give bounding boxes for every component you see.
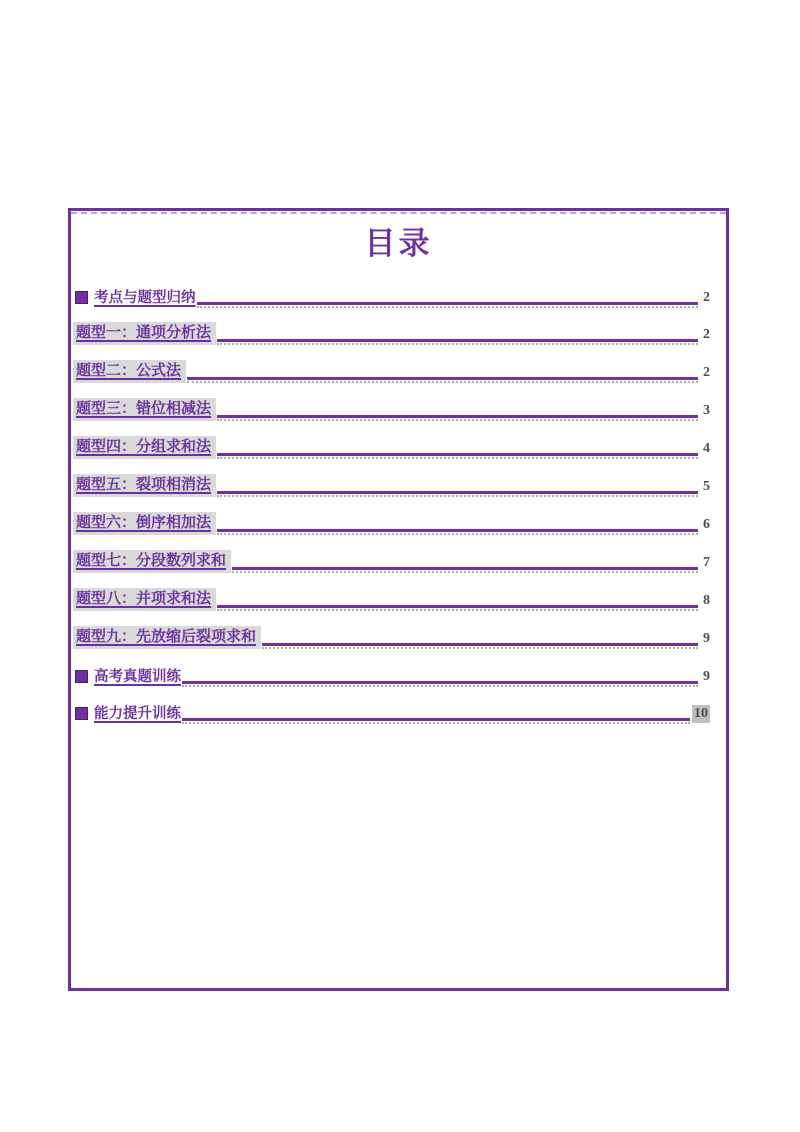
- toc-page-number: 2: [703, 327, 710, 342]
- section-square-bullet-icon: [75, 670, 88, 683]
- toc-entry[interactable]: [73, 321, 710, 345]
- toc-entry-label[interactable]: 题型四：分组求和法: [73, 436, 216, 459]
- toc-leader-line: [187, 367, 698, 383]
- toc-page-number: 8: [703, 593, 710, 608]
- toc-page-number: 2: [703, 290, 710, 305]
- toc-entry[interactable]: [73, 511, 710, 535]
- toc-leader-line: [232, 557, 698, 573]
- toc-entry-label[interactable]: 题型一：通项分析法: [73, 322, 216, 345]
- toc-entry[interactable]: [73, 284, 710, 308]
- toc-entry[interactable]: [73, 663, 710, 687]
- toc-leader-line: [217, 595, 698, 611]
- toc-entry-list: [71, 258, 726, 724]
- toc-entry-label[interactable]: 题型八：并项求和法: [73, 588, 216, 611]
- toc-entry-label[interactable]: 题型五：裂项相消法: [73, 474, 216, 497]
- toc-entry[interactable]: [73, 700, 710, 724]
- page-title: 目录: [364, 226, 433, 261]
- toc-page-number: 10: [694, 706, 708, 721]
- toc-page-number: 7: [703, 555, 710, 570]
- toc-leader-line: [217, 481, 698, 497]
- toc-leader-line: [197, 292, 699, 308]
- toc-leader-line: [217, 329, 698, 345]
- toc-entry-label[interactable]: 题型七：分段数列求和: [73, 550, 231, 573]
- toc-entry-label[interactable]: 题型三：错位相减法: [73, 398, 216, 421]
- section-square-bullet-icon: [75, 291, 88, 304]
- toc-leader-line: [217, 519, 698, 535]
- toc-entry-label[interactable]: 题型九：先放缩后裂项求和: [73, 626, 261, 649]
- toc-entry[interactable]: [73, 625, 710, 649]
- toc-leader-line: [182, 708, 690, 724]
- toc-entry[interactable]: [73, 435, 710, 459]
- section-square-bullet-icon: [75, 707, 88, 720]
- toc-entry[interactable]: [73, 359, 710, 383]
- toc-leader-line: [217, 443, 698, 459]
- toc-leader-line: [182, 671, 698, 687]
- toc-entry-label[interactable]: 题型二：公式法: [73, 360, 186, 383]
- toc-entry[interactable]: [73, 473, 710, 497]
- toc-entry-label[interactable]: 考点与题型归纳: [94, 290, 196, 306]
- toc-page-number: 9: [703, 631, 710, 646]
- toc-entry[interactable]: [73, 549, 710, 573]
- toc-entry[interactable]: [73, 587, 710, 611]
- toc-entry-label[interactable]: 能力提升训练: [94, 706, 181, 722]
- toc-page-number: 2: [703, 365, 710, 380]
- toc-page-number: 5: [703, 479, 710, 494]
- toc-box: [68, 208, 729, 991]
- toc-leader-line: [262, 633, 698, 649]
- toc-entry-label[interactable]: 高考真题训练: [94, 669, 181, 685]
- toc-leader-line: [217, 405, 698, 421]
- toc-page-number: 3: [703, 403, 710, 418]
- toc-entry-label[interactable]: 题型六：倒序相加法: [73, 512, 216, 535]
- toc-page-number: 9: [703, 669, 710, 684]
- toc-page-number: 4: [703, 441, 710, 456]
- toc-page-number: 6: [703, 517, 710, 532]
- toc-entry[interactable]: [73, 397, 710, 421]
